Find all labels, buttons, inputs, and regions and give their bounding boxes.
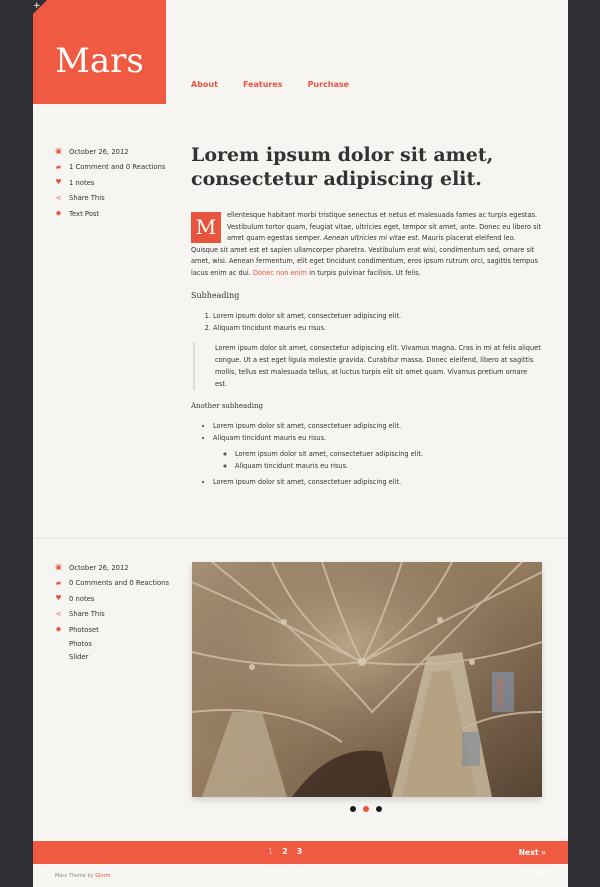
post-tag[interactable]: Slider bbox=[69, 652, 89, 661]
post-title[interactable]: Lorem ipsum dolor sit amet, consectetur adipiscing elit. bbox=[191, 144, 494, 190]
page-numbers bbox=[268, 847, 302, 856]
post-notes[interactable] bbox=[55, 175, 175, 191]
main-nav bbox=[191, 80, 349, 89]
post-share-text: Share This bbox=[69, 194, 105, 203]
post-comments[interactable] bbox=[55, 576, 175, 592]
post-notes-text: 1 notes bbox=[69, 178, 95, 187]
list-item: 2. Aliquam tincidunt mauris eu risus. bbox=[213, 322, 541, 334]
history-icon[interactable]: ↺ bbox=[553, 870, 560, 879]
nav-about[interactable]: About bbox=[191, 80, 218, 89]
subheading: Subheading bbox=[191, 291, 240, 300]
slider-dot[interactable] bbox=[363, 806, 369, 812]
list-item: 1. Lorem ipsum dolor sit amet, consectetuer adipiscing elit. bbox=[213, 310, 541, 322]
credit-text: Mars Theme by bbox=[55, 873, 96, 879]
post-date-text: October 26, 2012 bbox=[69, 147, 129, 156]
share-icon: < bbox=[55, 193, 62, 202]
subheading-2: Another subheading bbox=[191, 401, 263, 410]
comments-icon: ▰ bbox=[55, 162, 62, 171]
nav-purchase[interactable]: Purchase bbox=[307, 80, 350, 89]
post-date[interactable] bbox=[55, 560, 175, 576]
blockquote: Lorem ipsum dolor sit amet, consectetur adipiscing elit. Vivamus magna. Cras in mi at felis aliquet congue. Ut a est eget ligula molestie gravida. Curabitur massa. Donec eleifend, libero at sagittis mollis, tellus est malesuada tellus, at luctus turpis elit sit amet quam. Vivamus pretium ornare est. bbox=[193, 342, 541, 390]
para-text-b: Mauris placerat eleifend leo. Quisque sit amet est et sapien ullamcorper pharetra. Vestibulum erat wisi, condimentum sed, ornare sit amet, wisi. Aenean fermentum, elit eget tincidunt condimentum, eros ipsum rutrum orci, sagittis tempus lacus enim ac dui. bbox=[191, 234, 538, 277]
calendar-icon: ▣ bbox=[55, 147, 62, 156]
list-item-text: Aliquam tincidunt mauris eu risus. bbox=[213, 434, 327, 442]
logo-text: Mars bbox=[55, 41, 144, 81]
cathedral-ceiling-image bbox=[192, 562, 542, 797]
post-notes-text: 0 notes bbox=[69, 594, 95, 603]
dropcap: M bbox=[191, 212, 221, 243]
unordered-list bbox=[213, 420, 541, 488]
slider-dot[interactable] bbox=[376, 806, 382, 812]
post-body bbox=[191, 210, 541, 488]
share-icon: < bbox=[55, 609, 62, 618]
post-tag-text: Text Post bbox=[69, 209, 100, 218]
inline-link[interactable]: Donec non enim bbox=[252, 268, 308, 277]
post-tag[interactable]: Photos bbox=[69, 639, 92, 648]
list-item: ◦ Lorem ipsum dolor sit amet, consectetuer adipiscing elit. bbox=[235, 448, 541, 460]
comments-icon: ▰ bbox=[55, 578, 62, 587]
para-text-c: in turpis pulvinar facilisis. Ut felis. bbox=[307, 268, 421, 277]
archive-icon[interactable]: ◔ bbox=[536, 870, 544, 879]
post1-meta bbox=[55, 144, 175, 222]
site-logo[interactable] bbox=[33, 0, 166, 104]
slider-dots bbox=[350, 806, 382, 812]
post-divider bbox=[33, 538, 568, 539]
para-text-a: ellentesque habitant morbi tristique senectus et netus et malesuada fames ac turpis egestas. Vestibulum tortor quam, feugiat vitae, ultricies eget, tempor sit amet, ante. Donec eu libero sit amet quam egestas semper. bbox=[227, 211, 541, 242]
shuffle-icon[interactable]: ⤨ bbox=[519, 870, 527, 879]
photoset-slider-image[interactable] bbox=[192, 562, 542, 797]
post-share-text: Share This bbox=[69, 610, 105, 619]
post2-meta bbox=[55, 560, 175, 664]
post-notes[interactable] bbox=[55, 591, 175, 607]
post-comments-text: 1 Comment and 0 Reactions bbox=[69, 163, 166, 172]
footer-credit bbox=[55, 873, 110, 879]
ordered-list bbox=[213, 310, 541, 334]
heart-icon: ♥ bbox=[55, 594, 62, 603]
heart-icon: ♥ bbox=[55, 178, 62, 187]
slider-dot[interactable] bbox=[350, 806, 356, 812]
pagination-bar bbox=[33, 841, 568, 864]
list-item: • Lorem ipsum dolor sit amet, consectetuer adipiscing elit. bbox=[213, 420, 541, 432]
list-item bbox=[213, 432, 541, 472]
credit-link[interactable]: Glorm bbox=[95, 873, 111, 879]
post-tag[interactable] bbox=[55, 622, 175, 638]
list-item: ◦ Aliquam tincidunt mauris eu risus. bbox=[235, 460, 541, 472]
post-comments-text: 0 Comments and 0 Reactions bbox=[69, 579, 169, 588]
post-tag-text: Photoset bbox=[69, 625, 99, 634]
footer-icons bbox=[520, 870, 560, 880]
page-2[interactable]: 2 bbox=[282, 847, 288, 856]
post-date-text: October 26, 2012 bbox=[69, 563, 129, 572]
post-comments[interactable] bbox=[55, 160, 175, 176]
tag-icon: ◆ bbox=[55, 209, 62, 218]
post-date[interactable] bbox=[55, 144, 175, 160]
post-share[interactable] bbox=[55, 607, 175, 623]
post-share[interactable] bbox=[55, 191, 175, 207]
page-3[interactable]: 3 bbox=[296, 847, 303, 856]
plus-icon[interactable]: + bbox=[33, 1, 41, 11]
calendar-icon: ▣ bbox=[55, 563, 62, 572]
post-tag[interactable] bbox=[55, 206, 175, 222]
tag-icon: ◆ bbox=[55, 625, 62, 634]
nested-list bbox=[235, 448, 541, 472]
page-1[interactable]: 1 bbox=[268, 847, 274, 856]
para-emphasis: Aenean ultricies mi vitae est. bbox=[323, 234, 420, 242]
nav-features[interactable]: Features bbox=[242, 80, 283, 89]
next-page-button[interactable]: Next » bbox=[518, 848, 546, 857]
post-paragraph bbox=[191, 210, 541, 279]
list-item: • Lorem ipsum dolor sit amet, consectetuer adipiscing elit. bbox=[213, 476, 541, 488]
